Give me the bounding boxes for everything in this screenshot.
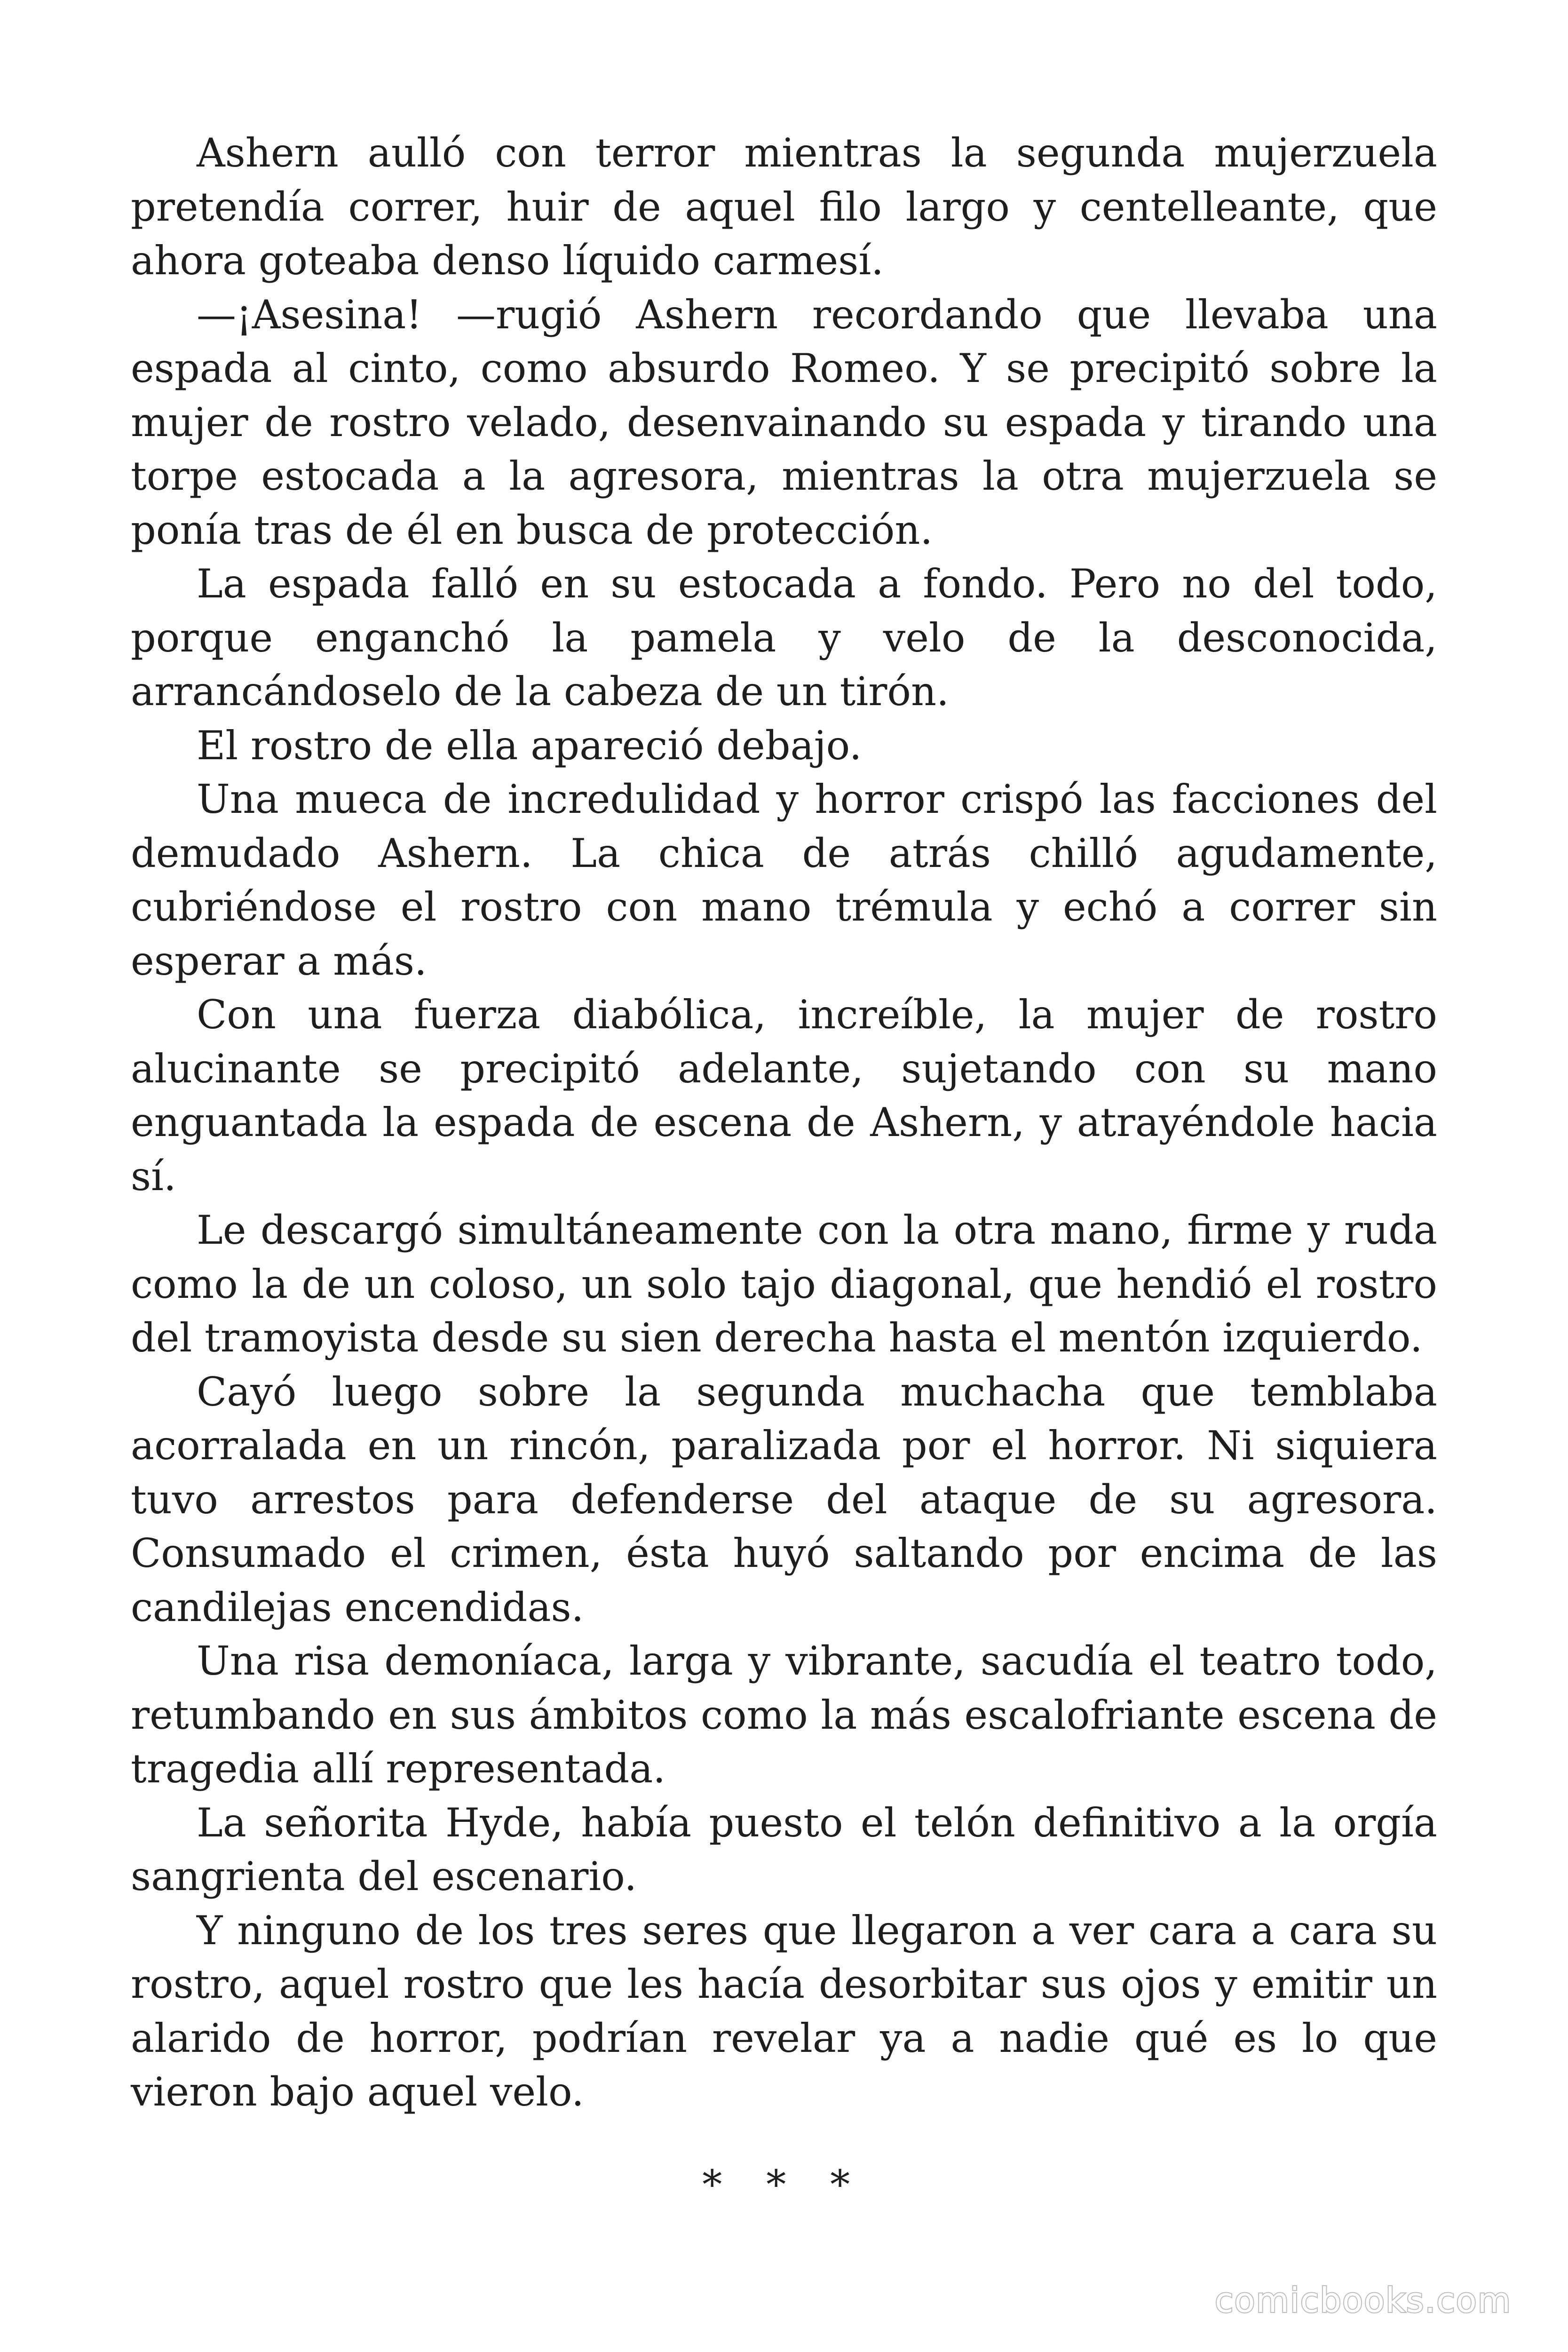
paragraph: El rostro de ella apareció debajo. xyxy=(197,722,862,769)
paragraph: Cayó luego sobre la segunda muchacha que temblaba acorralada en un rincón, paralizada por el horror. Ni siquiera tuvo arrestos para defenderse del ataque de su agresora. Consumado el crimen, ésta huyó saltando por encima de las candilejas encendidas. xyxy=(131,1368,1437,1630)
paragraph: Con una fuerza diabólica, increíble, la mujer de rostro alucinante se precipitó adelante, sujetando con su mano enguantada la espada de escena de Ashern, y atrayéndole hacia sí. xyxy=(131,992,1437,1200)
paragraph: Ashern aulló con terror mientras la segunda mujerzuela pretendía correr, huir de aquel filo largo y centelleante, que ahora goteaba denso líquido carmesí. xyxy=(131,130,1437,284)
paragraph: Le descargó simultáneamente con la otra mano, firme y ruda como la de un coloso, un solo tajo diagonal, que hendió el rostro del tramoyista desde su sien derecha hasta el mentón izquierdo. xyxy=(131,1207,1437,1361)
paragraph: La señorita Hyde, había puesto el telón definitivo a la orgía sangrienta del escenario. xyxy=(131,1799,1437,1899)
watermark: comicbooks.com xyxy=(1214,2280,1512,2320)
paragraph: Una risa demoníaca, larga y vibrante, sacudía el teatro todo, retumbando en sus ámbitos como la más escalofriante escena de tragedia allí representada. xyxy=(131,1638,1437,1792)
paragraph: —¡Asesina! —rugió Ashern recordando que llevaba una espada al cinto, como absurdo Romeo. Y se precipitó sobre la mujer de rostro velado, desenvainando su espada y tirando una torpe estocada a la agresora, mientras la otra mujerzuela se ponía tras de él en busca de protección. xyxy=(131,291,1437,553)
section-separator: * * * xyxy=(702,2161,866,2208)
body-text xyxy=(131,126,1437,2119)
paragraph: La espada falló en su estocada a fondo. Pero no del todo, porque enganchó la pamela y velo de la desconocida, arrancándoselo de la cabeza de un tirón. xyxy=(131,561,1437,715)
paragraph: Y ninguno de los tres seres que llegaron a ver cara a cara su rostro, aquel rostro que les hacía desorbitar sus ojos y emitir un alarido de horror, podrían revelar ya a nadie qué es lo que vieron bajo aquel velo. xyxy=(131,1907,1437,2115)
paragraph: Una mueca de incredulidad y horror crispó las facciones del demudado Ashern. La chica de atrás chilló agudamente, cubriéndose el rostro con mano trémula y echó a correr sin esperar a más. xyxy=(131,776,1437,984)
